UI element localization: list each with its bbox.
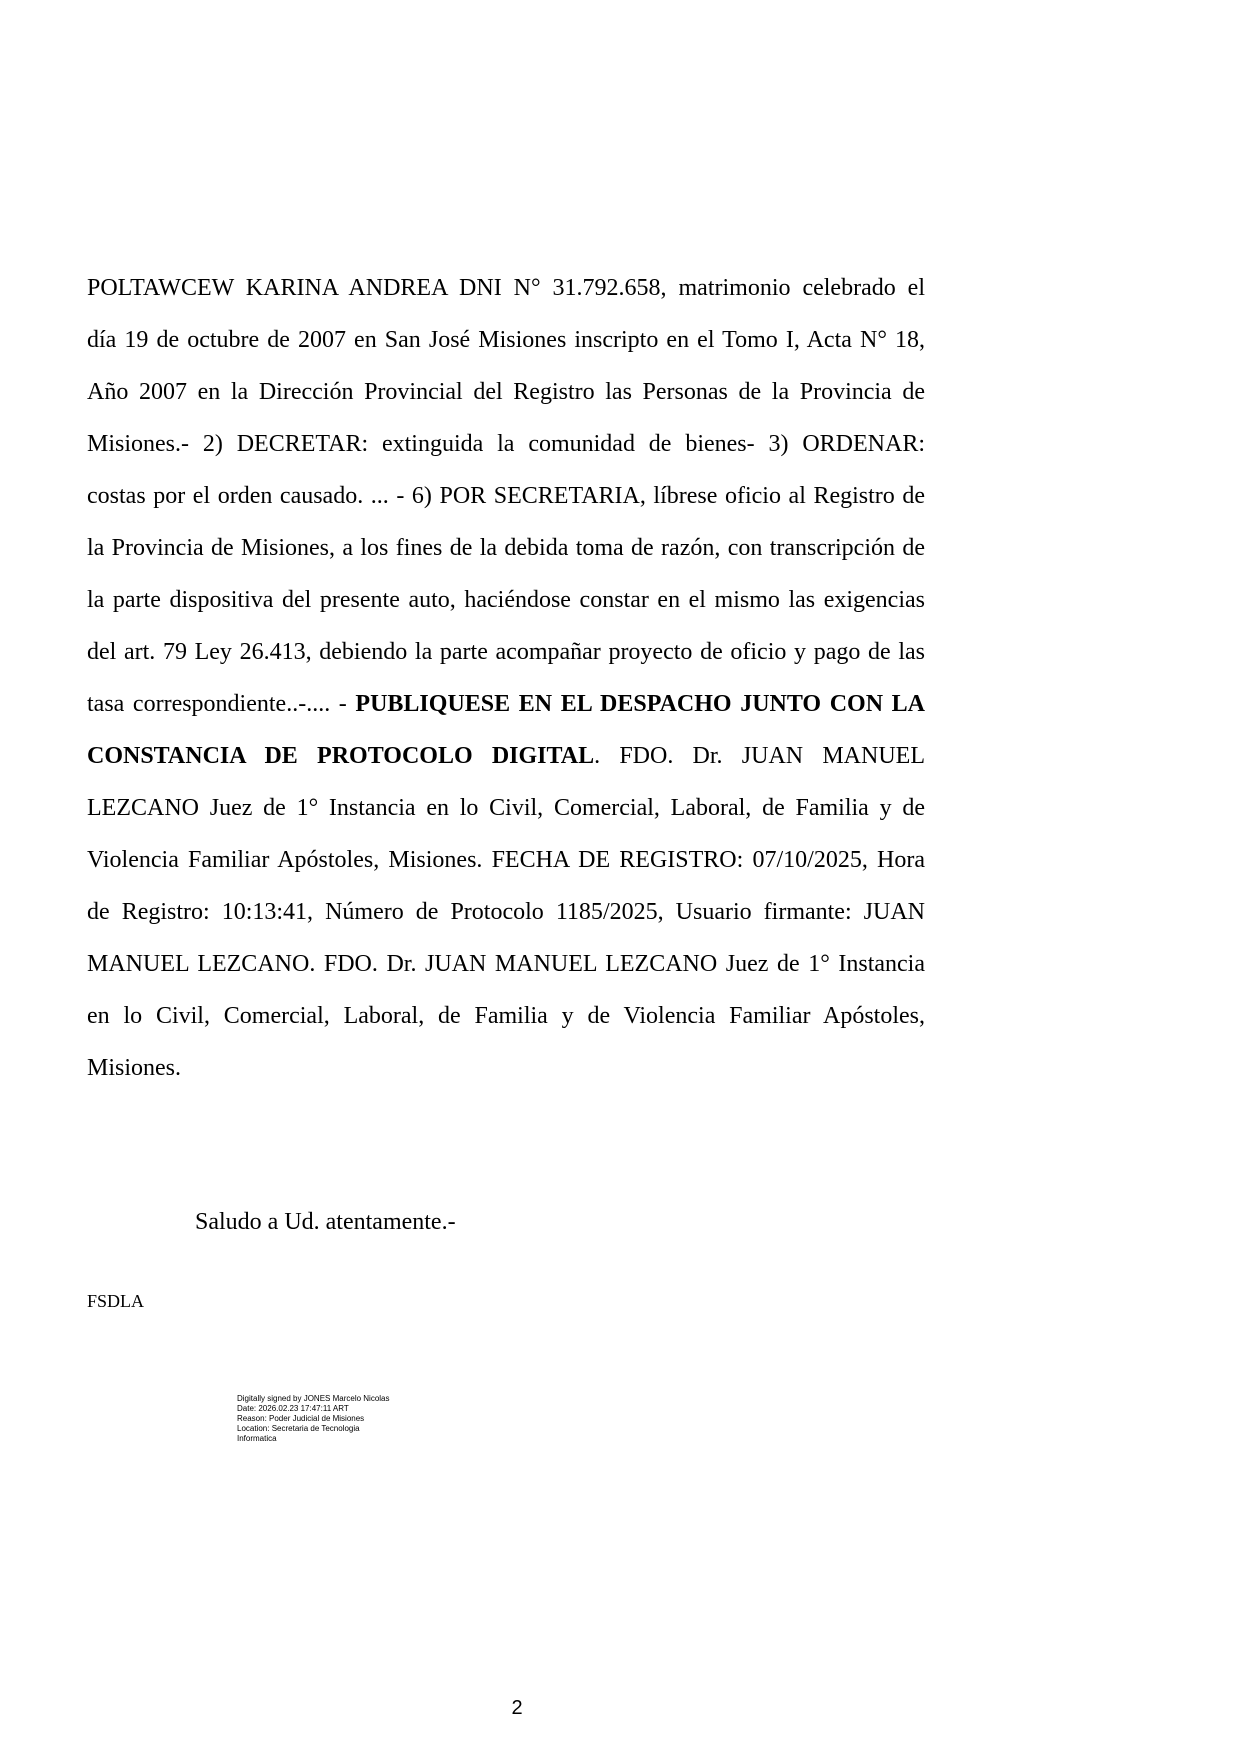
signature-line: Reason: Poder Judicial de Misiones — [237, 1414, 365, 1423]
body-line: en lo Civil, Comercial, Laboral, de Familia y de Violencia Familiar Apóstoles, — [87, 1003, 925, 1029]
body-line: LEZCANO Juez de 1° Instancia en lo Civil, Comercial, Laboral, de Familia y de — [87, 795, 925, 821]
signature-line: Digitally signed by JONES Marcelo Nicolas — [237, 1394, 390, 1403]
body-text-segment: tasa correspondiente..-.... - — [87, 691, 356, 717]
body-line — [87, 678, 925, 730]
body-line: Violencia Familiar Apóstoles, Misiones. FECHA DE REGISTRO: 07/10/2025, Hora — [87, 847, 925, 873]
document-body — [87, 262, 925, 1094]
body-line: POLTAWCEW KARINA ANDREA DNI N° 31.792.658, matrimonio celebrado el — [87, 275, 925, 301]
body-line: del art. 79 Ley 26.413, debiendo la parte acompañar proyecto de oficio y pago de las — [87, 639, 925, 665]
body-line: Misiones.- 2) DECRETAR: extinguida la comunidad de bienes- 3) ORDENAR: — [87, 431, 925, 457]
bold-text-segment: PUBLIQUESE EN EL DESPACHO JUNTO CON LA — [355, 691, 925, 717]
body-line: la parte dispositiva del presente auto, haciéndose constar en el mismo las exigencias — [87, 587, 925, 613]
body-line: Año 2007 en la Dirección Provincial del Registro las Personas de la Provincia de — [87, 379, 925, 405]
bold-text-segment: CONSTANCIA DE PROTOCOLO DIGITAL — [87, 743, 595, 769]
page-number: 2 — [511, 1697, 523, 1719]
body-line — [87, 730, 925, 782]
body-line: de Registro: 10:13:41, Número de Protocolo 1185/2025, Usuario firmante: JUAN — [87, 899, 925, 925]
digital-signature-block — [237, 1394, 390, 1444]
signature-line: Informatica — [237, 1434, 277, 1443]
initials: FSDLA — [87, 1291, 145, 1311]
body-line: MANUEL LEZCANO. FDO. Dr. JUAN MANUEL LEZCANO Juez de 1° Instancia — [87, 951, 925, 977]
body-line: la Provincia de Misiones, a los fines de la debida toma de razón, con transcripción de — [87, 535, 925, 561]
closing-line: Saludo a Ud. atentamente.- — [195, 1209, 456, 1235]
signature-line: Location: Secretaria de Tecnologia — [237, 1424, 360, 1433]
body-line: costas por el orden causado. ... - 6) POR SECRETARIA, líbrese oficio al Registro de — [87, 483, 925, 509]
body-line: día 19 de octubre de 2007 en San José Misiones inscripto en el Tomo I, Acta N° 18, — [87, 327, 925, 353]
signature-line: Date: 2026.02.23 17:47:11 ART — [237, 1404, 349, 1413]
body-line: Misiones. — [87, 1055, 182, 1081]
body-text-segment: . FDO. Dr. JUAN MANUEL — [594, 743, 925, 769]
